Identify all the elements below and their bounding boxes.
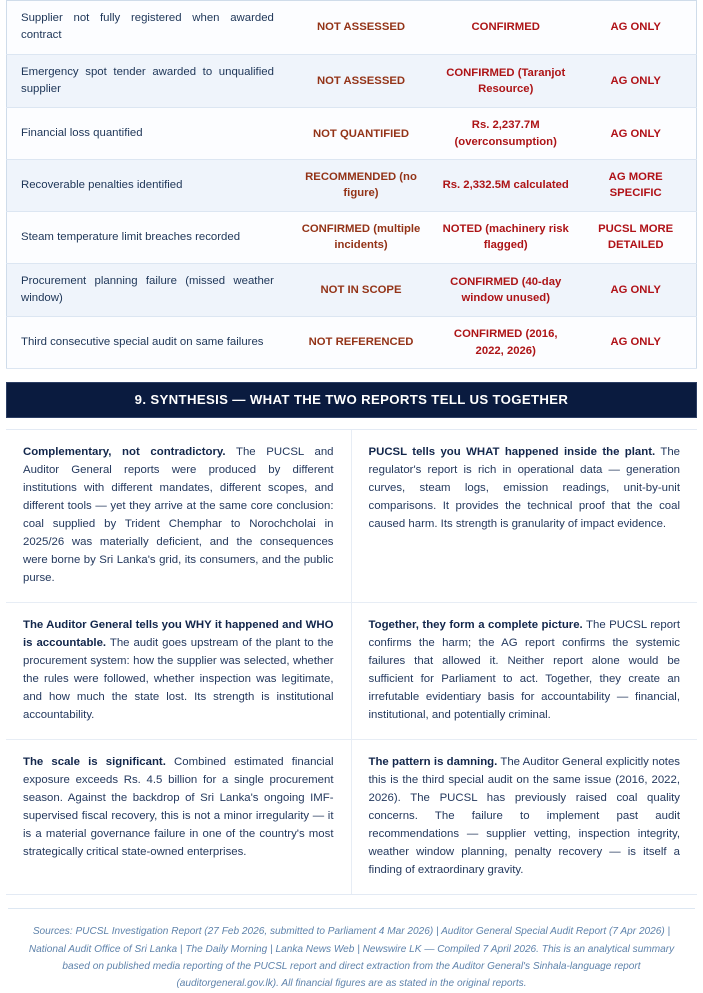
cell-verdict: AG ONLY	[579, 263, 696, 317]
synthesis-cell	[352, 740, 698, 894]
synthesis-body: The PUCSL and Auditor General reports were produced by different institutions with different mandates, different scopes, and different tools — yet they arrive at the same core conclusion: coal supplied by Trident Chemphar to Norochcholai in 2025/26 was materially deficient, and the consequences were borne by Sri Lanka's grid, its consumers, and the public purse.	[23, 445, 334, 585]
cell-issue: Supplier not fully registered when awarded contract	[7, 1, 290, 55]
cell-issue: Steam temperature limit breaches recorded	[7, 211, 290, 263]
section-title: 9. SYNTHESIS — WHAT THE TWO REPORTS TELL US TOGETHER	[134, 392, 569, 408]
comparison-table-container	[0, 0, 703, 369]
synthesis-grid	[6, 429, 697, 895]
synthesis-lead: Complementary, not contradictory.	[23, 445, 226, 458]
cell-pucsl: NOT ASSESSED	[290, 54, 432, 108]
cell-pucsl: RECOMMENDED (no figure)	[290, 160, 432, 212]
cell-ag: Rs. 2,237.7M (overconsumption)	[432, 108, 579, 160]
pucsl-ag-comparison-table	[6, 0, 697, 369]
synthesis-lead: The pattern is damning.	[368, 756, 498, 769]
synthesis-cell	[6, 603, 352, 740]
synthesis-lead: The Auditor General tells you WHY it happened and WHO is accountable.	[23, 619, 334, 650]
cell-ag: Rs. 2,332.5M calculated	[432, 160, 579, 212]
cell-verdict: AG MORE SPECIFIC	[579, 160, 696, 212]
synthesis-body: The audit goes upstream of the plant to the procurement system: how the supplier was selected, whether the rules were followed, whether inspection was legitimate, and how much the state lost. Its strength is institutional accountability.	[23, 637, 334, 722]
synthesis-body: The Auditor General explicitly notes this is the third special audit on the same issue (2016, 2022, 2026). The PUCSL has previously raised coal quality concerns. The failure to implement past audit recommendations — supplier vetting, inspection integrity, weather window planning, penalty recovery — is itself a finding of extraordinary gravity.	[368, 756, 680, 877]
cell-pucsl: CONFIRMED (multiple incidents)	[290, 211, 432, 263]
cell-verdict: AG ONLY	[579, 317, 696, 369]
synthesis-lead: The scale is significant.	[23, 756, 166, 769]
table-row	[7, 54, 697, 108]
table-row	[7, 1, 697, 55]
cell-pucsl: NOT IN SCOPE	[290, 263, 432, 317]
synthesis-lead: PUCSL tells you WHAT happened inside the plant.	[368, 445, 656, 458]
cell-issue: Recoverable penalties identified	[7, 160, 290, 212]
cell-verdict: AG ONLY	[579, 54, 696, 108]
synthesis-body: Combined estimated financial exposure exceeds Rs. 4.5 billion for a single procurement season. Against the backdrop of Sri Lanka's ongoing IMF-supervised fiscal recovery, this is not a minor irregularity — it is a material governance failure in one of the country's most strategically critical state-owned enterprises.	[23, 756, 334, 859]
synthesis-cell	[6, 430, 352, 603]
synthesis-cell	[352, 430, 698, 603]
table-row	[7, 211, 697, 263]
cell-verdict: AG ONLY	[579, 1, 696, 55]
cell-issue: Emergency spot tender awarded to unqualified supplier	[7, 54, 290, 108]
table-row	[7, 317, 697, 369]
synthesis-lead: Together, they form a complete picture.	[368, 619, 583, 632]
cell-pucsl: NOT ASSESSED	[290, 1, 432, 55]
synthesis-body: The regulator's report is rich in operational data — generation curves, steam logs, emission readings, unit-by-unit comparisons. It provides the technical proof that the coal caused harm. Its strength is granularity of impact evidence.	[368, 445, 681, 531]
cell-ag: CONFIRMED (Taranjot Resource)	[432, 54, 579, 108]
synthesis-cell	[6, 740, 352, 894]
cell-issue: Third consecutive special audit on same failures	[7, 317, 290, 369]
cell-issue: Financial loss quantified	[7, 108, 290, 160]
cell-issue: Procurement planning failure (missed weather window)	[7, 263, 290, 317]
cell-ag: CONFIRMED	[432, 1, 579, 55]
cell-verdict: AG ONLY	[579, 108, 696, 160]
sources-text: Sources: PUCSL Investigation Report (27 Feb 2026, submitted to Parliament 4 Mar 2026) | Auditor General Special Audit Report (7 Apr 2026) | National Audit Office of Sri Lanka | The Daily Morning | Lanka News Web | Newswire LK — Compiled 7 April 2026. This is an analytical summary based on published media reporting of the PUCSL report and direct extraction from the Auditor General's Sinhala-language report (auditorgeneral.gov.lk). All financial figures are as stated in the original reports.	[28, 926, 675, 990]
synthesis-body: The PUCSL report confirms the harm; the AG report confirms the systemic failures that allowed it. Neither report alone would be sufficient for Parliament to act. Together, they create an irrefutable evidentiary basis for accountability — financial, institutional, and potentially criminal.	[368, 619, 680, 722]
table-row	[7, 108, 697, 160]
cell-pucsl: NOT QUANTIFIED	[290, 108, 432, 160]
table-row	[7, 160, 697, 212]
table-row	[7, 263, 697, 317]
synthesis-cell	[352, 603, 698, 740]
footer-sources	[8, 908, 695, 992]
cell-ag: CONFIRMED (40-day window unused)	[432, 263, 579, 317]
cell-ag: CONFIRMED (2016, 2022, 2026)	[432, 317, 579, 369]
cell-verdict: PUCSL MORE DETAILED	[579, 211, 696, 263]
comparison-table-body	[7, 1, 697, 369]
section-header-band	[6, 382, 697, 418]
cell-pucsl: NOT REFERENCED	[290, 317, 432, 369]
cell-ag: NOTED (machinery risk flagged)	[432, 211, 579, 263]
